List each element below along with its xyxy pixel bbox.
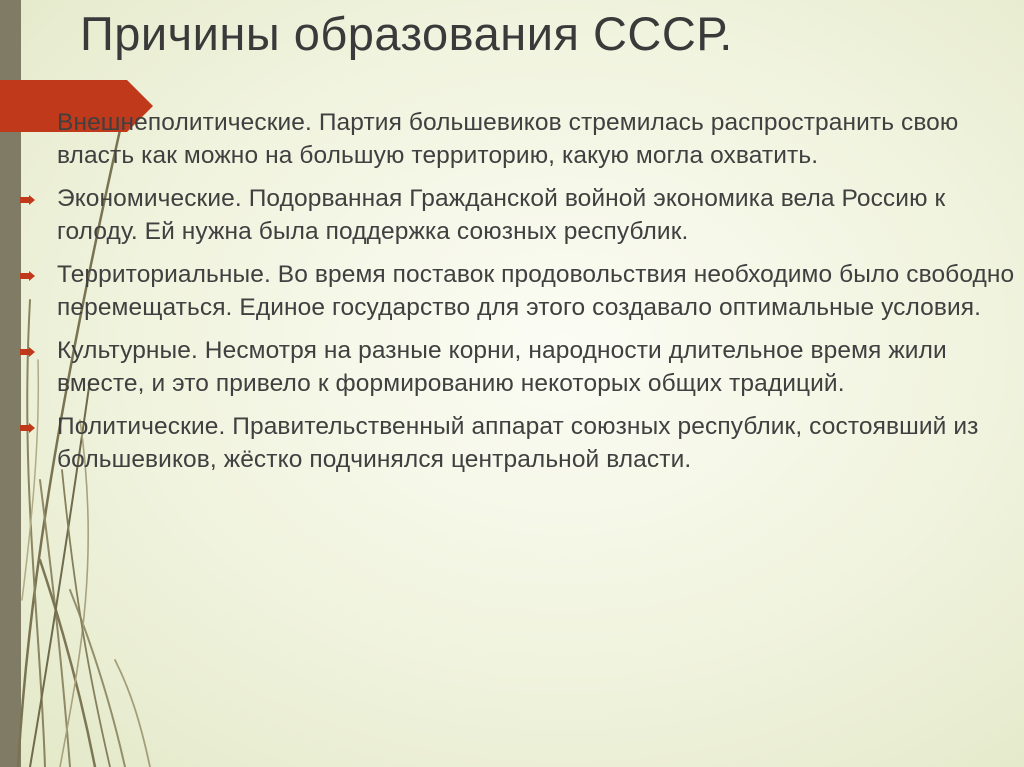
arrow-bullet-icon: [20, 195, 35, 205]
slide-title: Причины образования СССР.: [80, 7, 733, 60]
list-item: [57, 107, 1015, 172]
list-item: [57, 259, 1015, 324]
list-item: [57, 335, 1015, 400]
list-item: [57, 411, 1015, 476]
list-item-text: Политические. Правительственный аппарат союзных республик, состоявший из большевиков, жёстко подчинялся центральной власти.: [57, 413, 979, 473]
arrow-bullet-icon: [20, 271, 35, 281]
list-item: [57, 183, 1015, 248]
arrow-bullet-icon: [20, 423, 35, 433]
list-item-text: Внешнеполитические. Партия большевиков стремилась распространить свою власть как можно на большую территорию, какую могла охватить.: [57, 109, 959, 169]
list-item-text: Территориальные. Во время поставок продовольствия необходимо было свободно перемещаться. Единое государство для этого создавало оптимальные условия.: [57, 261, 1015, 321]
list-item-text: Экономические. Подорванная Гражданской войной экономика вела Россию к голоду. Ей нужна была поддержка союзных республик.: [57, 185, 946, 245]
list-item-text: Культурные. Несмотря на разные корни, народности длительное время жили вместе, и это привело к формированию некоторых общих традиций.: [57, 337, 947, 397]
bullet-list: [57, 107, 1015, 487]
arrow-bullet-icon: [20, 347, 35, 357]
